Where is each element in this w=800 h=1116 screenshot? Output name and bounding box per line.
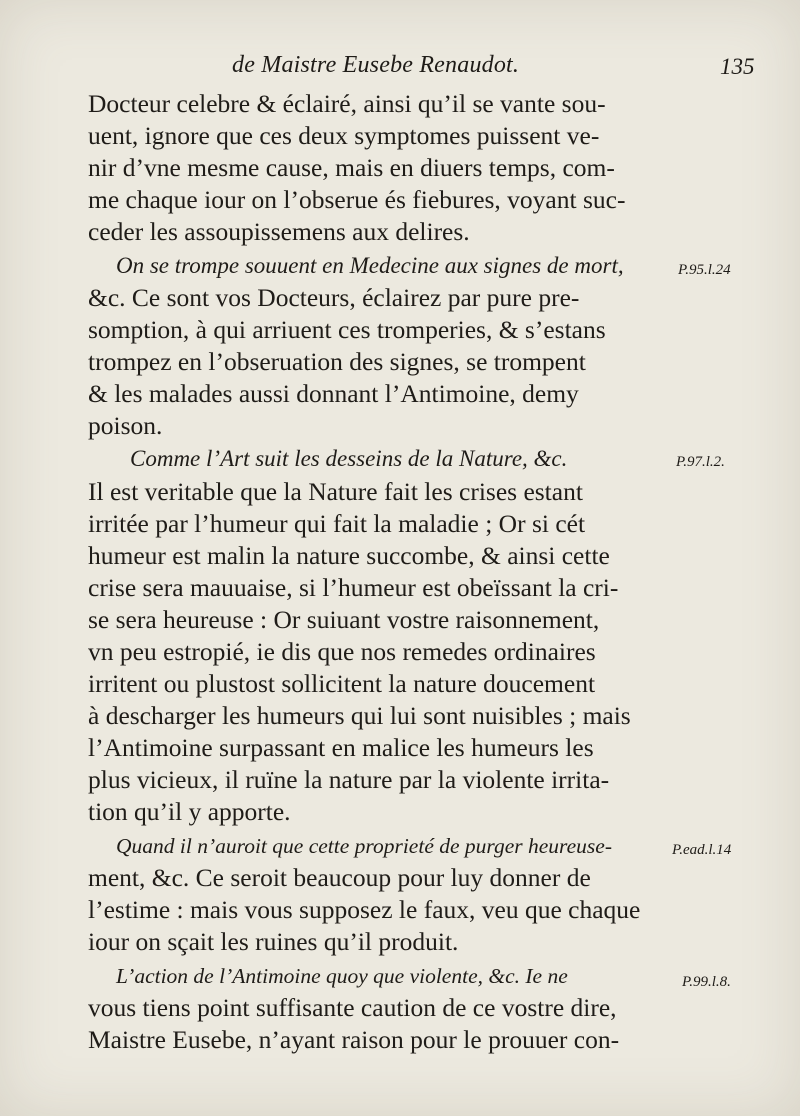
text-line: iour on sçait les ruines qu’il produit. (88, 927, 459, 956)
marginal-reference: P.99.l.8. (682, 974, 731, 990)
text-line: trompez en l’obseruation des signes, se trompent (88, 347, 586, 376)
marginal-reference: P.95.l.24 (678, 262, 731, 278)
text-line: crise sera mauuaise, si l’humeur est obeïssant la cri- (88, 573, 619, 602)
text-line: irritent ou plustost sollicitent la nature doucement (88, 669, 596, 698)
text-line: vous tiens point suffisante caution de ce vostre dire, (88, 993, 617, 1022)
page-number: 135 (720, 54, 755, 79)
running-title: de Maistre Eusebe Renaudot. (232, 52, 520, 78)
quoted-heading: Quand il n’auroit que cette proprieté de purger heureuse- (116, 834, 612, 858)
text-line: irritée par l’humeur qui fait la maladie ; Or si cét (88, 509, 586, 538)
text-line: humeur est malin la nature succombe, & ainsi cette (88, 541, 610, 570)
text-line: se sera heureuse : Or suiuant vostre raisonnement, (88, 605, 600, 634)
text-line: ceder les assoupissemens aux delires. (88, 217, 470, 246)
text-line: poison. (88, 411, 163, 440)
text-line: ment, &c. Ce seroit beaucoup pour luy donner de (88, 863, 591, 892)
quoted-heading: L’action de l’Antimoine quoy que violente, &c. Ie ne (116, 964, 568, 988)
text-line: tion qu’il y apporte. (88, 797, 291, 826)
text-line: Docteur celebre & éclairé, ainsi qu’il se vante sou- (88, 89, 606, 118)
marginal-reference: P.ead.l.14 (672, 842, 732, 858)
marginal-reference: P.97.l.2. (676, 454, 725, 470)
page-header (0, 50, 800, 86)
text-line: & les malades aussi donnant l’Antimoine, demy (88, 379, 579, 408)
text-line: me chaque iour on l’obserue és fiebures, voyant suc- (88, 185, 626, 214)
text-line: à descharger les humeurs qui lui sont nuisibles ; mais (88, 701, 631, 730)
text-line: somption, à qui arriuent ces tromperies, & s’estans (88, 315, 606, 344)
text-line: Il est veritable que la Nature fait les crises estant (88, 477, 583, 506)
text-line: l’Antimoine surpassant en malice les humeurs les (88, 733, 594, 762)
text-line: &c. Ce sont vos Docteurs, éclairez par pure pre- (88, 283, 580, 312)
text-line: l’estime : mais vous supposez le faux, veu que chaque (88, 895, 641, 924)
text-line: vn peu estropié, ie dis que nos remedes ordinaires (88, 637, 596, 666)
text-line: Maistre Eusebe, n’ayant raison pour le prouuer con- (88, 1025, 620, 1054)
text-line: nir d’vne mesme cause, mais en diuers temps, com- (88, 153, 615, 182)
quoted-heading: On se trompe souuent en Medecine aux signes de mort, (116, 253, 624, 278)
text-line: plus vicieux, il ruïne la nature par la violente irrita- (88, 765, 610, 794)
text-line: uent, ignore que ces deux symptomes puissent ve- (88, 121, 600, 150)
quoted-heading: Comme l’Art suit les desseins de la Nature, &c. (130, 446, 568, 471)
